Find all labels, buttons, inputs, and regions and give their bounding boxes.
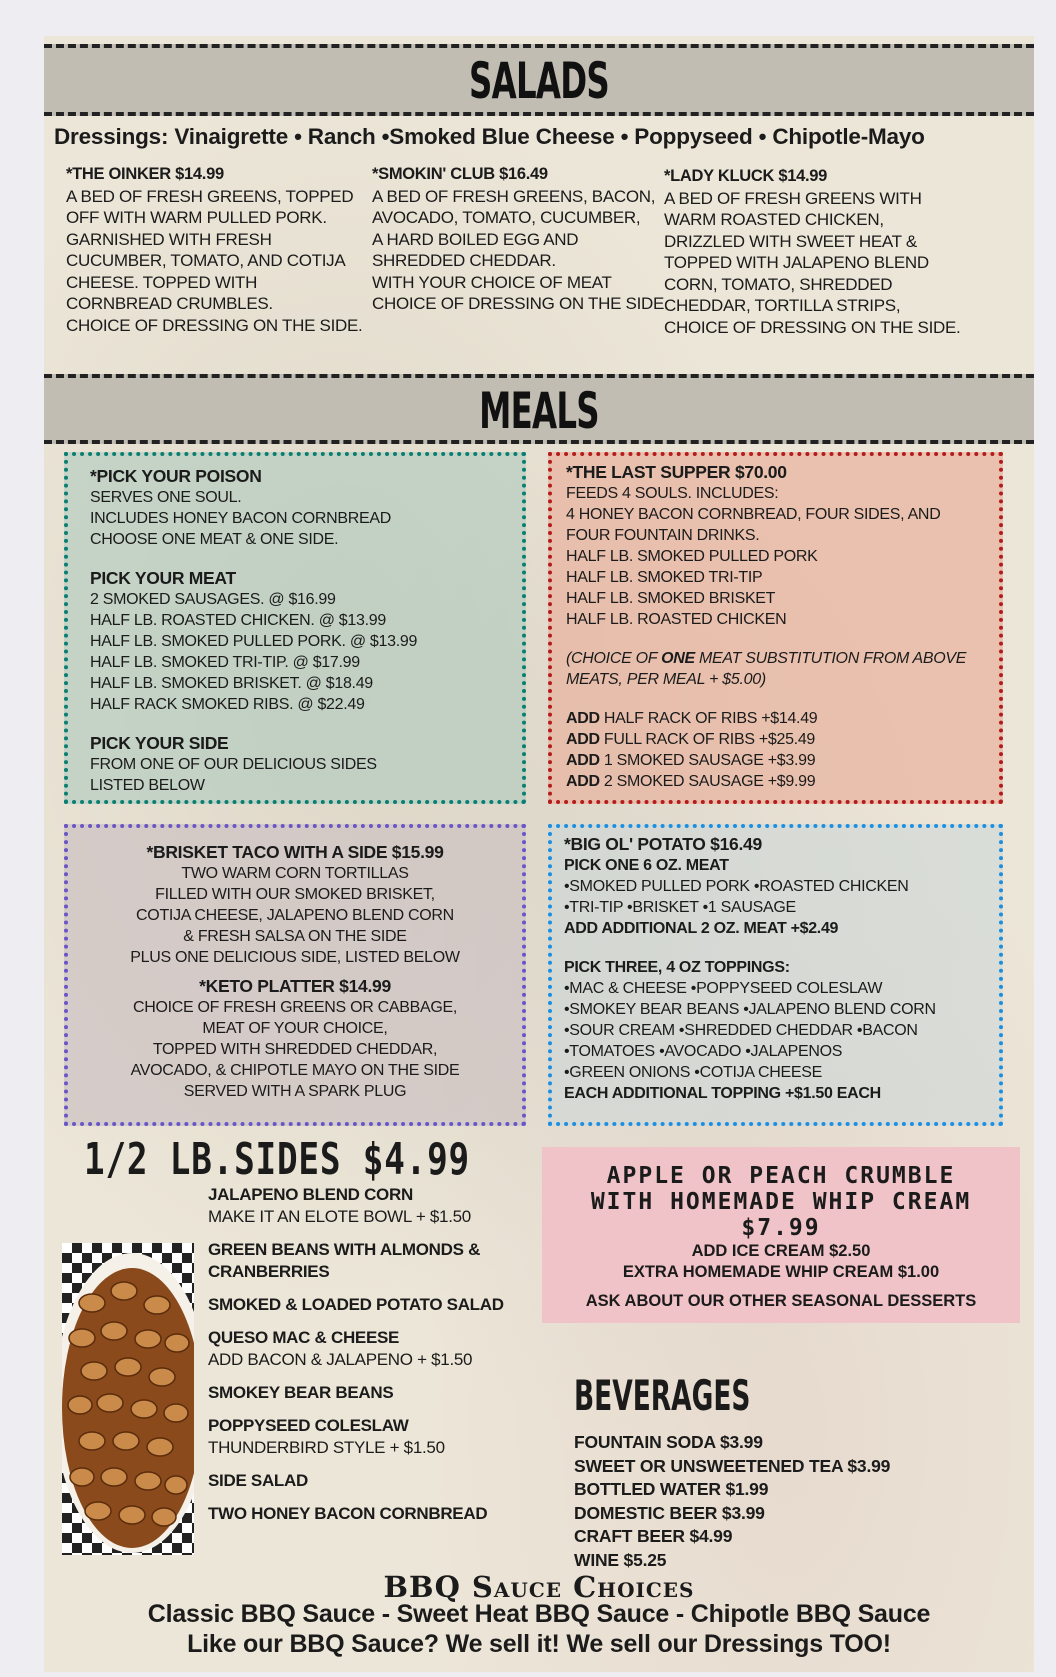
salad-desc: A BED OF FRESH GREENS, TOPPED OFF WITH WARM PULLED PORK. GARNISHED WITH FRESH CUCUMBER, TOMATO, AND COTIJA CHEESE. TOPPED WITH CORNBREAD CRUMBLES. CHOICE OF DRESSING ON THE SIDE. [66,186,363,335]
potato-meat-line: •SMOKED PULLED PORK •ROASTED CHICKEN [564,878,909,895]
taco-line: COTIJA CHEESE, JALAPENO BLEND CORN [136,907,454,924]
big-ol-potato-box [548,824,1003,1126]
supper-addon: ADD HALF RACK OF RIBS +$14.49 [566,710,818,727]
topping-line: •SOUR CREAM •SHREDDED CHEDDAR •BACON [564,1022,918,1039]
beverage-item: SWEET OR UNSWEETENED TEA $3.99 [574,1455,891,1476]
topping-line: •TOMATOES •AVOCADO •JALAPENOS [564,1043,843,1060]
side-item: QUESO MAC & CHEESE ADD BACON & JALAPENO + $1.50 [208,1328,473,1369]
salad-title: *SMOKIN' CLUB $16.49 [372,165,548,183]
meat-option: HALF RACK SMOKED RIBS. @ $22.49 [90,696,365,713]
salad-lady-kluck [664,166,984,338]
last-supper-box [548,452,1003,804]
baked-beans-photo [62,1243,194,1555]
poison-title: *PICK YOUR POISON [90,466,262,486]
dessert-line: EXTRA HOMEMADE WHIP CREAM $1.00 [622,1263,940,1281]
meals-banner [44,374,1034,444]
salads-heading: SALADS [468,52,609,110]
salad-title: *THE OINKER $14.99 [66,165,224,183]
sauce-promo-line: Like our BBQ Sauce? We sell it! We sell our Dressings TOO! [187,1630,891,1658]
salad-smokin-club [372,164,672,315]
taco-line: PLUS ONE DELICIOUS SIDE, LISTED BELOW [130,949,460,966]
dressings-line: Dressings: Vinaigrette • Ranch •Smoked Blue Cheese • Poppyseed • Chipotle-Mayo [54,124,925,149]
poison-line: SERVES ONE SOUL. [90,489,242,506]
side-item: SIDE SALAD [208,1471,308,1490]
beverages-heading: BEVERAGES [574,1371,751,1420]
supper-addon: ADD 1 SMOKED SAUSAGE +$3.99 [566,752,816,769]
beverage-item: WINE $5.25 [574,1549,667,1570]
taco-line: TWO WARM CORN TORTILLAS [181,865,409,882]
pick-meat-title: PICK YOUR MEAT [90,568,236,588]
salad-desc: A BED OF FRESH GREENS, BACON, AVOCADO, TOMATO, CUCUMBER, A HARD BOILED EGG AND SHREDDED CHEDDAR. WITH YOUR CHOICE OF MEAT CHOICE OF DRESSING ON THE SIDE. [372,186,669,313]
supper-addon: ADD FULL RACK OF RIBS +$25.49 [566,731,816,748]
supper-line: FOUR FOUNTAIN DRINKS. [566,527,760,544]
side-line: FROM ONE OF OUR DELICIOUS SIDES [90,756,377,773]
keto-line: TOPPED WITH SHREDDED CHEDDAR, [152,1041,438,1058]
beverages-list [574,1431,890,1572]
potato-meat-head: PICK ONE 6 OZ. MEAT [564,857,729,874]
keto-line: MEAT OF YOUR CHOICE, [202,1020,388,1037]
taco-title: *BRISKET TACO WITH A SIDE $15.99 [146,842,444,862]
dessert-line: ASK ABOUT OUR OTHER SEASONAL DESSERTS [585,1292,977,1310]
topping-line: •MAC & CHEESE •POPPYSEED COLESLAW [564,980,883,997]
salads-banner [44,44,1034,116]
topping-line: •GREEN ONIONS •COTIJA CHEESE [564,1064,822,1081]
bbq-sauce-heading: BBQ Sauce Choices [383,1570,695,1604]
taco-line: & FRESH SALSA ON THE SIDE [183,928,407,945]
beverage-item: FOUNTAIN SODA $3.99 [574,1432,763,1452]
supper-line: HALF LB. SMOKED BRISKET [566,590,776,607]
side-item: SMOKEY BEAR BEANS [208,1383,394,1402]
side-item: TWO HONEY BACON CORNBREAD [208,1504,488,1523]
substitution-note: (CHOICE OF ONE MEAT SUBSTITUTION FROM ABOVE [566,650,967,667]
dessert-title: APPLE OR PEACH CRUMBLE WITH HOMEMADE WHIP CREAM $7.99 [590,1163,972,1241]
meat-option: HALF LB. SMOKED PULLED PORK. @ $13.99 [90,633,418,650]
supper-line: FEEDS 4 SOULS. INCLUDES: [566,485,779,502]
salad-desc: A BED OF FRESH GREENS WITH WARM ROASTED CHICKEN, DRIZZLED WITH SWEET HEAT & TOPPED WITH JALAPENO BLEND CORN, TOMATO, SHREDDED CHEDDAR, TORTILLA STRIPS, CHOICE OF DRESSING ON THE SIDE. [664,188,961,337]
pick-your-poison-box [64,452,526,804]
side-item: GREEN BEANS WITH ALMONDS & CRANBERRIES [208,1240,481,1281]
meat-option: HALF LB. SMOKED TRI-TIP. @ $17.99 [90,654,360,671]
side-item: POPPYSEED COLESLAW THUNDERBIRD STYLE + $1.50 [208,1416,445,1457]
potato-meat-line: •TRI-TIP •BRISKET •1 SAUSAGE [564,899,796,916]
side-item: JALAPENO BLEND CORN MAKE IT AN ELOTE BOWL + $1.50 [208,1185,471,1226]
topping-line: •SMOKEY BEAR BEANS •JALAPENO BLEND CORN [564,1001,936,1018]
toppings-head: PICK THREE, 4 OZ TOPPINGS: [564,959,790,976]
supper-line: HALF LB. SMOKED TRI-TIP [566,569,763,586]
keto-line: CHOICE OF FRESH GREENS OR CABBAGE, [132,999,458,1016]
salad-oinker [66,164,376,336]
meals-heading: MEALS [479,382,599,440]
beans-icon [62,1243,194,1555]
menu-page [44,36,1034,1672]
beverage-item: BOTTLED WATER $1.99 [574,1479,769,1499]
sides-list [208,1184,548,1536]
side-item: SMOKED & LOADED POTATO SALAD [208,1295,504,1314]
keto-title: *KETO PLATTER $14.99 [199,976,391,996]
meat-option: 2 SMOKED SAUSAGES. @ $16.99 [90,591,336,608]
side-line: LISTED BELOW [90,777,205,794]
dessert-box [542,1147,1020,1323]
keto-line: AVOCADO, & CHIPOTLE MAYO ON THE SIDE [130,1062,460,1079]
dessert-line: ADD ICE CREAM $2.50 [691,1242,871,1260]
pick-side-title: PICK YOUR SIDE [90,733,229,753]
beverage-item: CRAFT BEER $4.99 [574,1526,733,1546]
supper-line: HALF LB. SMOKED PULLED PORK [566,548,818,565]
potato-add-meat: ADD ADDITIONAL 2 OZ. MEAT +$2.49 [564,920,839,937]
salad-title: *LADY KLUCK $14.99 [664,167,828,185]
keto-line: SERVED WITH A SPARK PLUG [183,1083,407,1100]
substitution-note-2: MEATS, PER MEAL + $5.00) [566,671,766,688]
supper-line: HALF LB. ROASTED CHICKEN [566,611,787,628]
potato-title: *BIG OL' POTATO $16.49 [564,834,762,854]
supper-line: 4 HONEY BACON CORNBREAD, FOUR SIDES, AND [566,506,941,523]
poison-line: INCLUDES HONEY BACON CORNBREAD [90,510,391,527]
poison-line: CHOOSE ONE MEAT & ONE SIDE. [90,531,339,548]
meat-option: HALF LB. SMOKED BRISKET. @ $18.49 [90,675,373,692]
supper-title: *THE LAST SUPPER $70.00 [566,462,787,482]
sauce-choices-line: Classic BBQ Sauce - Sweet Heat BBQ Sauce - Chipotle BBQ Sauce [147,1600,931,1628]
extra-topping: EACH ADDITIONAL TOPPING +$1.50 EACH [564,1085,881,1102]
supper-addon: ADD 2 SMOKED SAUSAGE +$9.99 [566,773,816,790]
sides-heading: 1/2 LB.SIDES $4.99 [84,1134,470,1185]
taco-keto-box [64,824,526,1126]
meat-option: HALF LB. ROASTED CHICKEN. @ $13.99 [90,612,386,629]
taco-line: FILLED WITH OUR SMOKED BRISKET, [155,886,435,903]
beverage-item: DOMESTIC BEER $3.99 [574,1502,765,1523]
